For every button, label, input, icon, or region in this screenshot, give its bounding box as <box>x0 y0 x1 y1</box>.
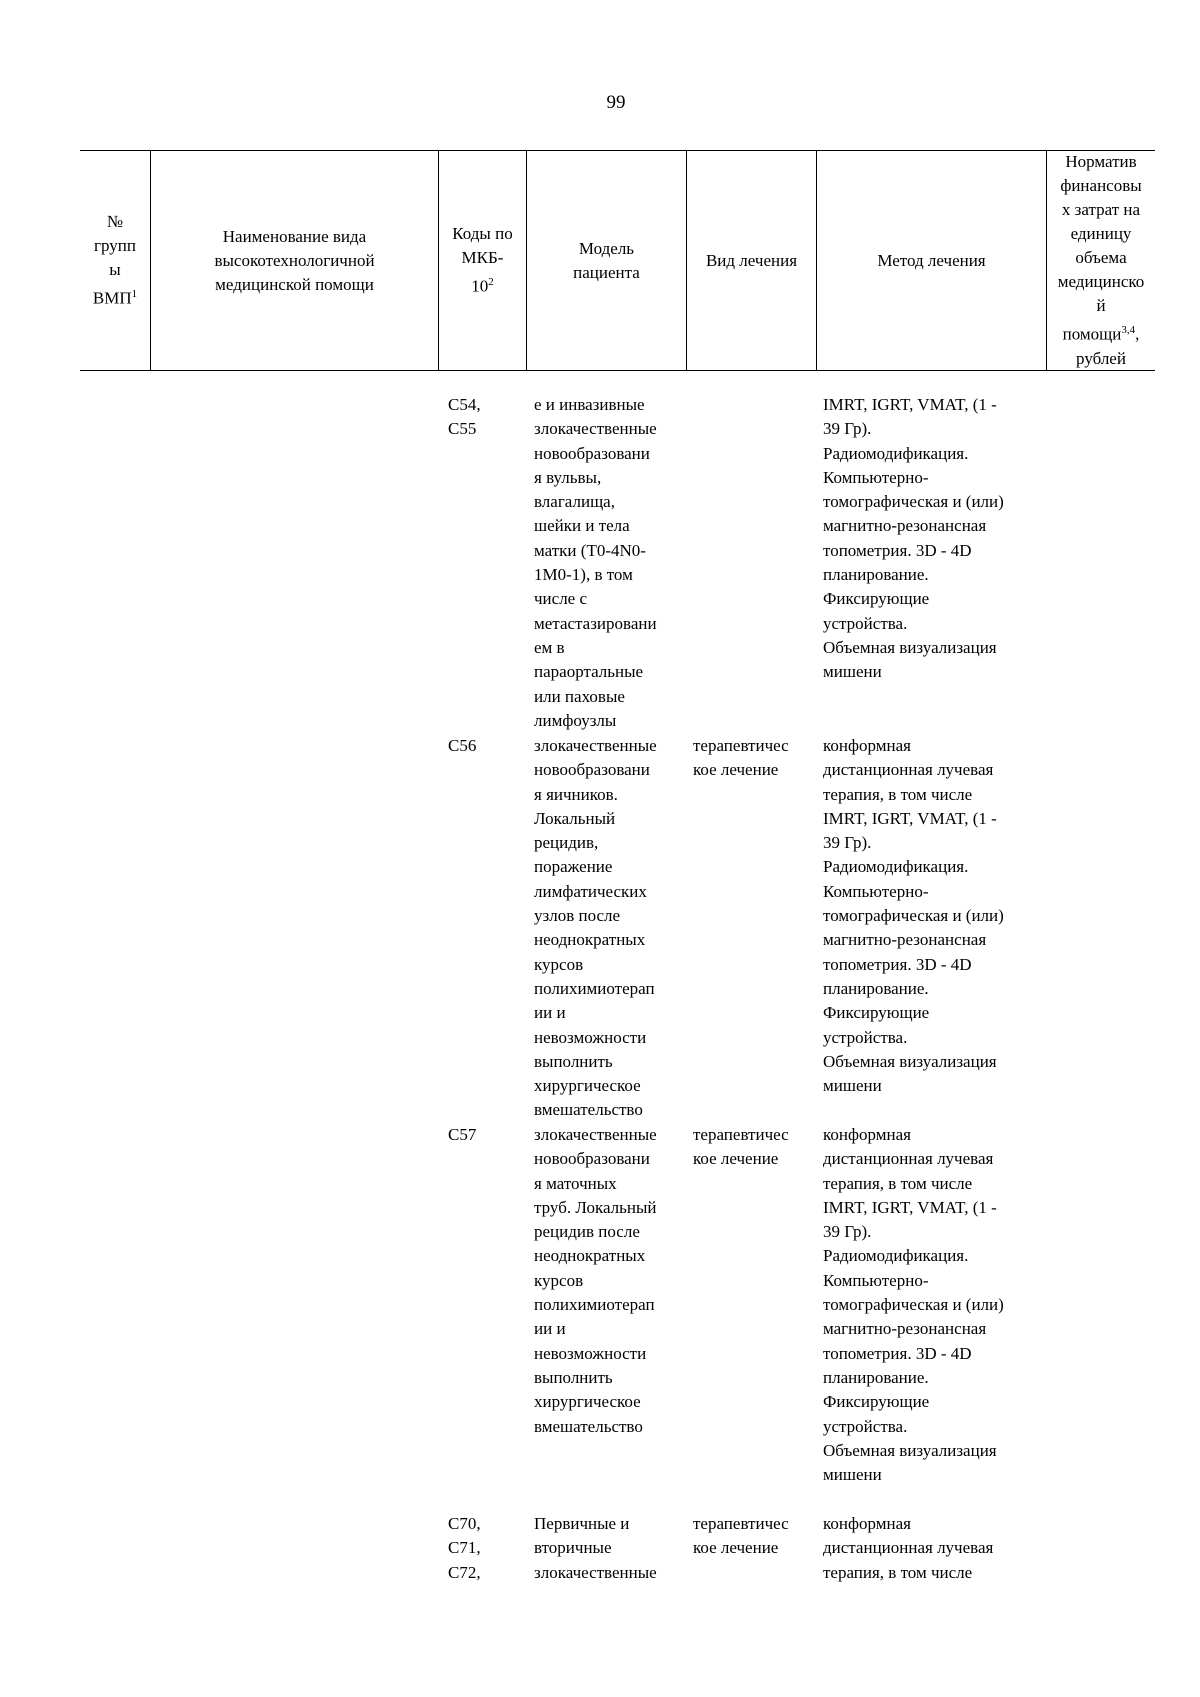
row-3-method: конформная дистанционная лучевая терапия, в том числе IMRT, IGRT, VMAT, (1 - 39 Гр). Радиомодификация. Компьютерно- томографическая и (или) магнитно-резонансная топометрия. 3D - 4D планирование. Фиксирующие устройства. Объемная визуализация мишени <box>823 1125 1004 1485</box>
table-header <box>80 150 1155 371</box>
row-1-method: IMRT, IGRT, VMAT, (1 - 39 Гр). Радиомодификация. Компьютерно- томографическая и (или) магнитно-резонансная топометрия. 3D - 4D планирование. Фиксирующие устройства. Объемная визуализация мишени <box>823 395 1004 682</box>
header-codes-text: Коды по МКБ- 10 <box>452 224 513 296</box>
header-model-text: Модель пациента <box>573 238 640 282</box>
row-4-method: конформная дистанционная лучевая терапия, в том числе <box>823 1514 994 1582</box>
row-1-codes: C54, C55 <box>448 395 481 439</box>
row-3-vid: терапевтичес кое лечение <box>693 1125 789 1169</box>
header-group-sup: 1 <box>131 288 138 301</box>
header-codes-sup: 2 <box>488 276 494 289</box>
header-norm-text: Норматив финансовы х затрат на единицу объема медицинско й помощи <box>1057 152 1145 344</box>
row-2-codes: C56 <box>448 736 477 755</box>
row-2-model: злокачественные новообразовани я яичников. Локальный рецидив, поражение лимфатических узлов после неоднократных курсов полихимиотерап ии и невозможности выполнить хирургическое вмешательство <box>534 736 657 1120</box>
header-group-text: № групп ы ВМП <box>92 212 136 308</box>
row-2-vid: терапевтичес кое лечение <box>693 736 789 780</box>
row-4-codes: C70, C71, C72, <box>448 1514 481 1582</box>
header-model <box>526 151 686 370</box>
header-norm-tail: , рублей <box>1076 324 1140 368</box>
row-4-model: Первичные и вторичные злокачественные <box>534 1514 657 1582</box>
row-3-model: злокачественные новообразовани я маточных труб. Локальный рецидив после неоднократных курсов полихимиотерап ии и невозможности выполнить хирургическое вмешательство <box>534 1125 657 1436</box>
header-codes <box>438 151 526 370</box>
header-group-number <box>80 151 150 370</box>
header-norm <box>1046 151 1155 370</box>
row-3-codes: C57 <box>448 1125 477 1144</box>
header-method-text: Метод лечения <box>877 250 986 270</box>
header-norm-sup: 3,4 <box>1121 324 1136 337</box>
header-vid-text: Вид лечения <box>705 250 798 270</box>
row-4-vid: терапевтичес кое лечение <box>693 1514 789 1558</box>
header-name-text: Наименование вида высокотехнологичной медицинской помощи <box>214 226 375 294</box>
header-method <box>816 151 1046 370</box>
row-1-model: е и инвазивные злокачественные новообразовани я вульвы, влагалища, шейки и тела матки (T0-4N0- 1M0-1), в том числе с метастазировани ем в параортальные или паховые лимфоузлы <box>534 395 657 730</box>
header-name <box>150 151 438 370</box>
page-number: 99 <box>606 92 626 113</box>
row-2-method: конформная дистанционная лучевая терапия, в том числе IMRT, IGRT, VMAT, (1 - 39 Гр). Радиомодификация. Компьютерно- томографическая и (или) магнитно-резонансная топометрия. 3D - 4D планирование. Фиксирующие устройства. Объемная визуализация мишени <box>823 736 1004 1096</box>
header-vid <box>686 151 816 370</box>
